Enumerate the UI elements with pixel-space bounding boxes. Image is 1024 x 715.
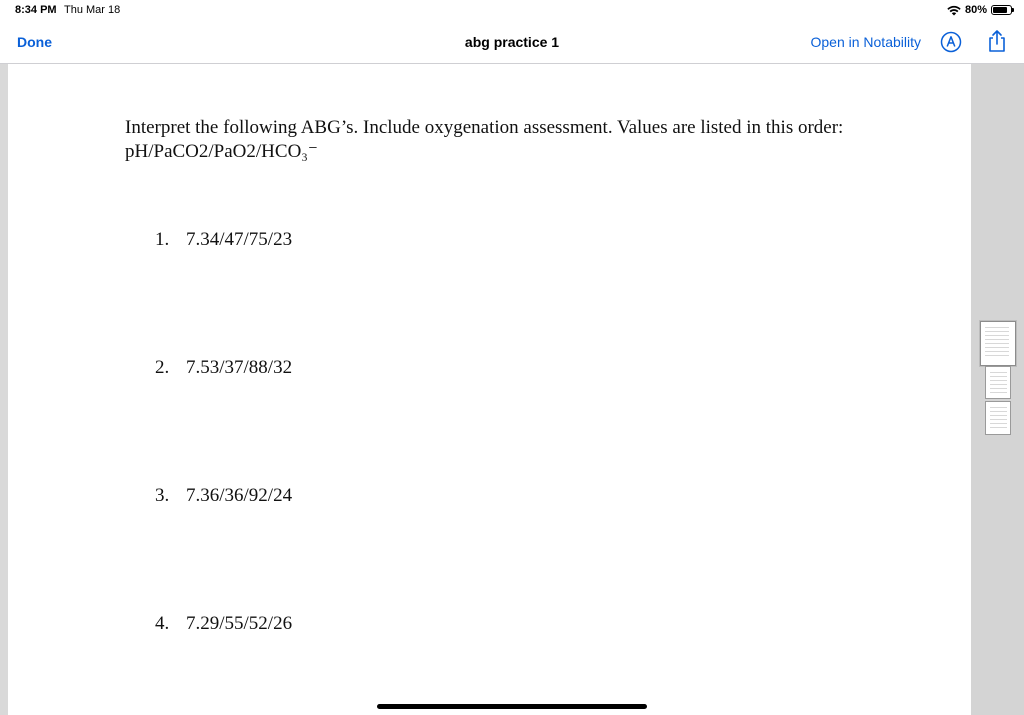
page-thumbnail-1[interactable] <box>980 321 1016 366</box>
question-values: 7.29/55/52/26 <box>186 613 293 634</box>
question-values: 7.34/47/75/23 <box>186 229 293 250</box>
nav-bar <box>0 20 1024 64</box>
battery-icon <box>991 5 1012 15</box>
status-time: 8:34 PM <box>15 4 57 16</box>
instructions <box>125 116 915 164</box>
page-thumbnail-3[interactable] <box>985 401 1011 435</box>
document-title: abg practice 1 <box>464 34 560 50</box>
status-indicators <box>947 3 1012 17</box>
question-values: 7.36/36/92/24 <box>186 485 293 506</box>
document-viewer[interactable] <box>0 64 1024 715</box>
battery-percent: 80% <box>964 4 987 16</box>
status-bar <box>0 0 1024 20</box>
question-1 <box>155 228 292 252</box>
instructions-line-1: Interpret the following ABG’s. Include oxygenation assessment. Values are listed in this order: <box>125 117 844 138</box>
page-thumbnail-2[interactable] <box>985 366 1011 399</box>
question-3 <box>155 484 292 508</box>
document-margin <box>0 64 8 715</box>
battery-fill <box>993 7 1007 13</box>
question-number: 1. <box>155 229 170 250</box>
markup-icon[interactable] <box>940 31 962 53</box>
done-button[interactable]: Done <box>17 34 52 50</box>
open-in-notability-button[interactable]: Open in Notability <box>810 34 921 50</box>
instructions-line-2: pH/PaCO2/PaO2/HCO₃⁻ <box>125 141 318 162</box>
wifi-icon <box>947 5 961 16</box>
question-number: 4. <box>155 613 170 634</box>
question-2 <box>155 356 292 380</box>
document-page[interactable] <box>8 64 971 715</box>
question-number: 3. <box>155 485 170 506</box>
question-4 <box>155 612 292 636</box>
home-indicator[interactable] <box>377 704 647 709</box>
status-date: Thu Mar 18 <box>64 4 121 16</box>
question-number: 2. <box>155 357 170 378</box>
share-icon[interactable] <box>986 29 1008 53</box>
question-values: 7.53/37/88/32 <box>186 357 293 378</box>
